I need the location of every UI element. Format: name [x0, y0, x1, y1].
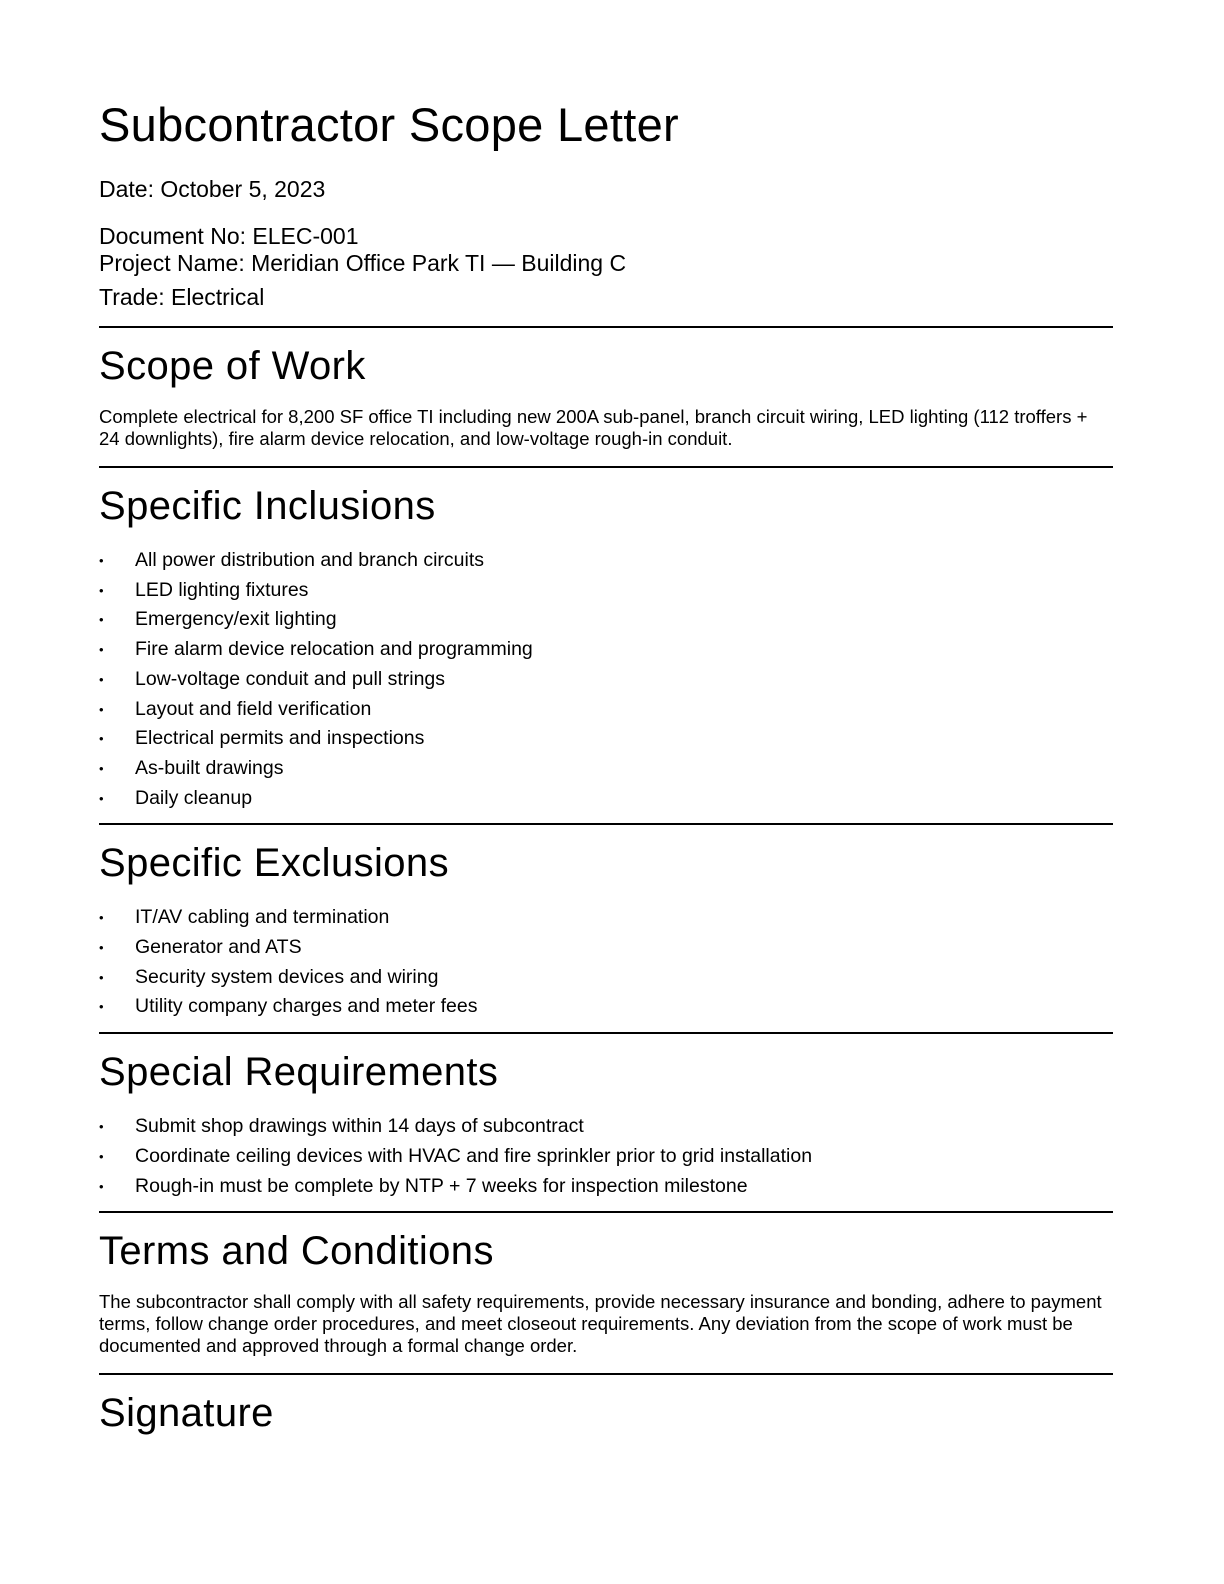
list-item: [99, 903, 1113, 933]
signature-section: [99, 1389, 1113, 1437]
list-item: [99, 933, 1113, 963]
list-item: [99, 992, 1113, 1022]
list-item: [99, 1172, 1113, 1202]
scope-of-work-text: Complete electrical for 8,200 SF office TI including new 200A sub-panel, branch circuit wiring, LED lighting (112 troffers + 24 downlights), fire alarm device relocation, and low-voltage rough-in conduit.: [99, 406, 1088, 449]
bullet-icon: •: [99, 1178, 104, 1194]
scope-letter-page: [99, 96, 1113, 1453]
list-item-text: As-built drawings: [135, 756, 284, 779]
list-item-text: Layout and field verification: [135, 697, 372, 720]
exclusions-section: [99, 839, 1113, 1022]
list-item-text: Generator and ATS: [135, 936, 302, 959]
list-item-text: Daily cleanup: [135, 786, 253, 809]
bullet-icon: •: [99, 910, 104, 926]
list-item-text: IT/AV cabling and termination: [135, 906, 390, 929]
list-item: [99, 754, 1113, 784]
bullet-icon: •: [99, 790, 104, 806]
document-title: Subcontractor Scope Letter: [99, 98, 679, 151]
list-item-text: Low-voltage conduit and pull strings: [135, 667, 446, 690]
exclusions-list: [99, 903, 1113, 1022]
bullet-icon: •: [99, 553, 104, 568]
signature-heading: Signature: [99, 1391, 274, 1436]
list-item: [99, 546, 1113, 576]
section-divider: [99, 1373, 1113, 1375]
bullet-icon: •: [99, 969, 104, 985]
section-divider: [99, 326, 1113, 328]
list-item: [99, 963, 1113, 993]
bullet-icon: •: [99, 582, 104, 598]
section-divider: [99, 466, 1113, 468]
list-item-text: Coordinate ceiling devices with HVAC and fire sprinkler prior to grid installation: [135, 1144, 813, 1167]
list-item: [99, 695, 1113, 725]
terms-text: The subcontractor shall comply with all safety requirements, provide necessary insurance and bonding, adhere to payment terms, follow change order procedures, and meet closeout requirements. Any deviation from the scope of work must be documented and approved through a formal change order.: [99, 1291, 1102, 1357]
bullet-icon: •: [99, 642, 104, 658]
bullet-icon: •: [99, 1148, 104, 1164]
list-item-text: Emergency/exit lighting: [135, 608, 337, 631]
terms-heading: Terms and Conditions: [99, 1229, 494, 1274]
list-item-text: Utility company charges and meter fees: [135, 995, 478, 1018]
list-item-text: Rough-in must be complete by NTP + 7 weeks for inspection milestone: [135, 1174, 748, 1197]
trade: Trade: Electrical: [99, 284, 265, 310]
bullet-icon: •: [99, 760, 104, 776]
document-number: Document No: ELEC-001: [99, 223, 359, 249]
project-name: Project Name: Meridian Office Park TI — Building C: [99, 250, 627, 276]
list-item: [99, 605, 1113, 635]
scope-of-work-section: [99, 342, 1113, 450]
list-item: [99, 576, 1113, 606]
list-item: [99, 1112, 1113, 1142]
list-item-text: All power distribution and branch circuits: [135, 549, 485, 571]
section-divider: [99, 1211, 1113, 1213]
bullet-icon: •: [99, 701, 104, 717]
inclusions-heading: Specific Inclusions: [99, 484, 436, 528]
document-date: Date: October 5, 2023: [99, 176, 326, 202]
list-item-text: LED lighting fixtures: [135, 578, 309, 601]
section-divider: [99, 1032, 1113, 1034]
bullet-icon: •: [99, 1119, 104, 1135]
list-item: [99, 635, 1113, 665]
list-item: [99, 724, 1113, 754]
list-item-text: Submit shop drawings within 14 days of subcontract: [135, 1115, 584, 1138]
list-item-text: Security system devices and wiring: [135, 965, 439, 988]
list-item: [99, 1142, 1113, 1172]
inclusions-section: [99, 482, 1113, 813]
list-item-text: Electrical permits and inspections: [135, 727, 425, 750]
special-requirements-section: [99, 1048, 1113, 1201]
list-item-text: Fire alarm device relocation and programming: [135, 638, 533, 661]
exclusions-heading: Specific Exclusions: [99, 841, 449, 886]
bullet-icon: •: [99, 612, 104, 628]
bullet-icon: •: [99, 731, 104, 747]
bullet-icon: •: [99, 940, 104, 956]
bullet-icon: •: [99, 671, 104, 687]
special-requirements-heading: Special Requirements: [99, 1050, 499, 1095]
bullet-icon: •: [99, 999, 104, 1015]
terms-section: [99, 1227, 1113, 1357]
scope-of-work-heading: Scope of Work: [99, 344, 366, 388]
special-requirements-list: [99, 1112, 1113, 1201]
section-divider: [99, 823, 1113, 825]
list-item: [99, 784, 1113, 814]
list-item: [99, 665, 1113, 695]
inclusions-list: [99, 546, 1113, 813]
